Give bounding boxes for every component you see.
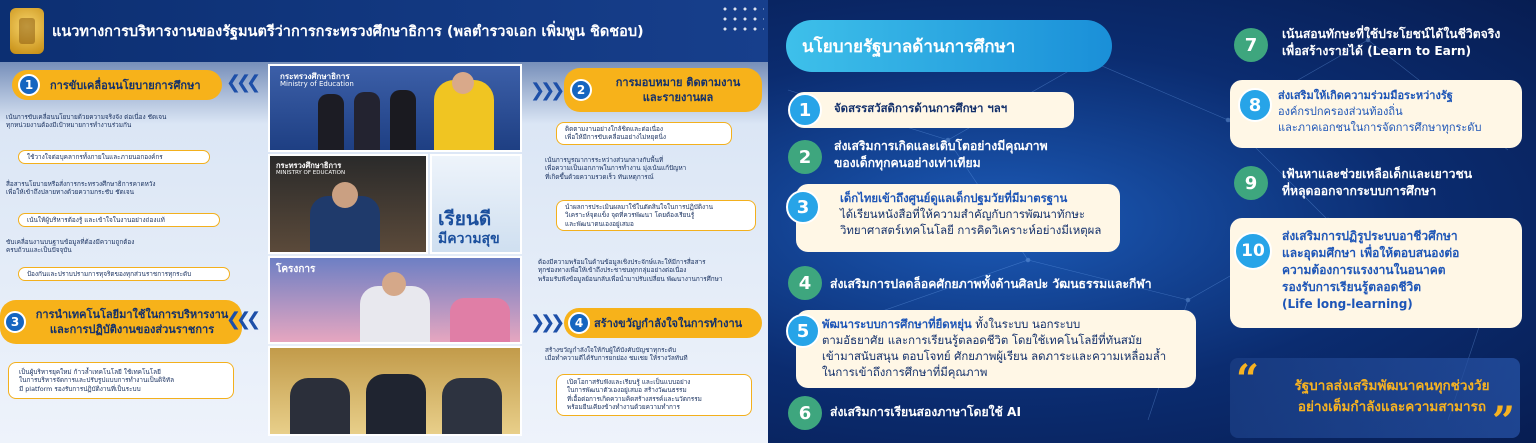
policy-item-3: เด็กไทยเข้าถึงศูนย์ดูแลเด็กปฐมวัยที่มีมาตรฐาน ได้เรียนหนังสือที่ให้ความสำคัญกับการพัฒนาทักษะ วิทยาศาสตร์เทคโนโลยี การคิดวิเคราะห์อย่างมีเหตุผล (796, 184, 1120, 252)
quote-box (1230, 356, 1520, 443)
left-header (0, 0, 768, 62)
photo-caption: MINISTRY OF EDUCATION (276, 170, 346, 176)
s1-text-3: ขับเคลื่อนงานบนฐานข้อมูลที่ต้องมีความถูกต้อง ครบถ้วนและเป็นปัจจุบัน (6, 238, 135, 255)
s3-box-1: เป็นผู้บริหารยุคใหม่ ก้าวล้ำเทคโนโลยี ใช้เทคโนโลยี ในการบริหารจัดการและปรับรูปแบบการทำงานเป็นดิจิทัล มี platform รองรับการปฏิบัติงานที่เป็นระบบ (8, 362, 234, 399)
section-1-pill (12, 70, 222, 100)
chevron-left-icon: ❮❮❮ (226, 72, 257, 93)
policy-number: 1 (788, 93, 822, 127)
policy-item-9: เฟ้นหาและช่วยเหลือเด็กและเยาวชน ที่หลุดออกจากระบบการศึกษา (1282, 167, 1473, 198)
s1-text-2: สื่อสารนโยบายหรือสั่งการกระทรวงศึกษาธิการคาดหวัง เพื่อให้เข้าถึงปลายทางด้วยความกระชับ ชัดเจน (6, 180, 156, 197)
photo-press-conference (268, 64, 522, 152)
chevron-left-icon: ❮❮❮ (226, 309, 257, 330)
right-infographic (768, 0, 1536, 443)
section-title: การนำเทคโนโลยีมาใช้ในการบริหารงาน และการปฏิบัติงานของส่วนราชการ (35, 308, 229, 336)
s1-box-1: ใช้วางใจต่อบุคลากรทั้งภายในและภายนอกองค์กร (18, 150, 210, 164)
section-number: 4 (568, 312, 590, 334)
photo-meeting (268, 154, 428, 254)
policy-number: 7 (1234, 28, 1268, 62)
policy-item-1 (792, 92, 1074, 128)
photo-group (268, 346, 522, 436)
section-4-pill (564, 308, 762, 338)
photo-caption: โครงการ (276, 264, 316, 275)
chevron-right-icon: ❯❯❯ (530, 312, 561, 333)
chevron-right-icon: ❯❯❯ (530, 80, 561, 101)
section-number: 3 (4, 311, 26, 333)
policy-item-8: ส่งเสริมให้เกิดความร่วมมือระหว่างรัฐ องค์กรปกครองส่วนท้องถิ่น และภาคเอกชนในการจัดการศึกษาทุกระดับ (1230, 80, 1522, 148)
policy-item-7: เน้นสอนทักษะที่ใช้ประโยชน์ได้ในชีวิตจริง เพื่อสร้างรายได้ (Learn to Earn) (1282, 27, 1501, 58)
s4-box-1: เปิดโอกาสรับฟังและเรียนรู้ และเป็นแบบอย่าง ในการพัฒนาตัวเองอยู่เสมอ สร้างวัฒนธรรม ที่เอื้อต่อการเกิดความคิดสร้างสรรค์และนวัตกรรม พร้อมยืนเคียงข้างทำงานด้วยความทำการ (556, 374, 752, 416)
policy-number: 3 (786, 190, 820, 224)
policy-text: จัดสรรสวัสดิการด้านการศึกษา ฯลฯ (834, 101, 1008, 115)
quote-text: รัฐบาลส่งเสริมพัฒนาคนทุกช่วงวัย อย่างเต็มกำลังและความสามารถ (1294, 378, 1490, 415)
photo-caption: Ministry of Education (280, 80, 354, 88)
section-title: การมอบหมาย ติดตามงาน และรายงานผล (615, 76, 741, 104)
close-quote-icon: ” (1492, 398, 1516, 443)
policy-item-10: ส่งเสริมการปฏิรูประบบอาชีวศึกษา และอุดมศึกษา เพื่อให้ตอบสนองต่อ ความต้องการแรงงานในอนาคต รองรับการเรียนรู้ตลอดชีวิต (Life long-learning) (1230, 218, 1522, 328)
policy-number: 2 (788, 140, 822, 174)
policy-item-2: ส่งเสริมการเกิดและเติบโตอย่างมีคุณภาพ ของเด็กทุกคนอย่างเท่าเทียม (834, 139, 1048, 170)
photo-ceremony (268, 256, 522, 344)
s1-box-3: ป้องกันและปราบปรามการทุจริตของทุกส่วนราชการทุกระดับ (18, 267, 230, 281)
slogan-text: เรียนดี (438, 208, 492, 230)
section-3-pill (0, 300, 242, 344)
section-number: 1 (18, 74, 40, 96)
policy-number: 4 (788, 266, 822, 300)
policy-number: 5 (786, 314, 820, 348)
photo-slogan (430, 154, 522, 254)
s2-text-1: เน้นการบูรณาการระหว่างส่วนกลางกับพื้นที่ เพื่อความเป็นเอกภาพในการทำงาน มุ่งเน้นแก้ปัญหา ที่เกิดขึ้นด้วยความรวดเร็ว ทันเหตุการณ์ (545, 156, 687, 181)
left-title: แนวทางการบริหารงานของรัฐมนตรีว่าการกระทรวงศึกษาธิการ (พลตำรวจเอก เพิ่มพูน ชิดชอบ) (52, 24, 644, 40)
open-quote-icon: “ (1236, 356, 1260, 403)
s2-box-1: ติดตามงานอย่างใกล้ชิดและต่อเนื่อง เพื่อให้มีการขับเคลื่อนอย่างไม่หยุดนิ่ง (556, 122, 732, 145)
s4-text-1: สร้างขวัญกำลังใจให้กับผู้ใต้บังคับบัญชาทุกระดับ เมื่อทำความดีได้รับการยกย่อง ชมเชย ให้รางวัลทันที (545, 346, 688, 363)
section-title: การขับเคลื่อนนโยบายการศึกษา (50, 79, 201, 92)
section-2-pill (564, 68, 762, 112)
section-number: 2 (570, 79, 592, 101)
policy-number: 10 (1234, 232, 1272, 270)
s1-text-1: เน้นการขับเคลื่อนนโยบายด้วยความจริงจัง ต่อเนื่อง ชัดเจน ทุกหน่วยงานต้องมีเป้าหมายการทำงานร่วมกัน (6, 113, 167, 130)
policy-item-6: ส่งเสริมการเรียนสองภาษาโดยใช้ AI (830, 405, 1022, 419)
s1-box-2: เน้นให้ผู้บริหารต้องรู้ และเข้าใจในงานอย่างถ่องแท้ (18, 213, 220, 227)
s2-text-2: ต้องมีความพร้อมในด้านข้อมูลเชิงประจักษ์และให้มีการสื่อสาร ทุกช่องทางเพื่อให้เข้าถึงประชาชนทุกกลุ่มอย่างต่อเนื่อง พร้อมรับฟังข้อมูลย้อนกลับเพื่อนำมาปรับเปลี่ยน พัฒนางานการศึกษา (538, 258, 723, 283)
policy-number: 9 (1234, 166, 1268, 200)
policy-number: 8 (1238, 88, 1272, 122)
slogan-text: มีความสุข (438, 231, 500, 247)
decorative-dots (720, 4, 764, 34)
policy-number: 6 (788, 396, 822, 430)
photo-caption: กระทรวงศึกษาธิการ (276, 161, 342, 170)
s2-box-2: นำผลการประเมินผลมาใช้ในตัดสินใจในการปฏิบัติงาน วิเคราะห์จุดแข็ง จุดที่ควรพัฒนา โดยต้องเรียนรู้ และพัฒนาตนเองอยู่เสมอ (556, 200, 756, 231)
section-title: สร้างขวัญกำลังใจในการทำงาน (594, 317, 743, 330)
emblem-logo-icon (10, 8, 44, 54)
policy-item-4: ส่งเสริมการปลดล็อคศักยภาพทั้งด้านศิลปะ วัฒนธรรมและกีฬา (830, 277, 1152, 291)
right-title: นโยบายรัฐบาลด้านการศึกษา (786, 20, 1112, 72)
policy-item-5: พัฒนาระบบการศึกษาที่ยืดหยุ่น ทั้งในระบบ นอกระบบ ตามอัธยาศัย และการเรียนรู้ตลอดชีวิต โดยใช้เทคโนโลยีที่ทันสมัย เข้ามาสนับสนุน ตอบโจทย์ ศักยภาพผู้เรียน ลดภาระและความเหลื่อมล้ำ ในการเข้าถึงการศึกษาที่มีคุณภาพ (796, 310, 1196, 388)
photo-caption: กระทรวงศึกษาธิการ (280, 72, 350, 81)
